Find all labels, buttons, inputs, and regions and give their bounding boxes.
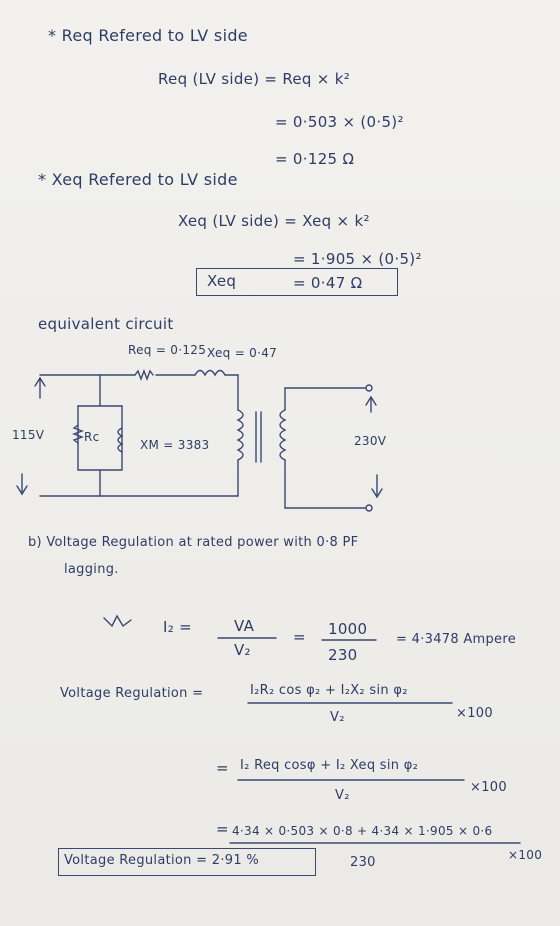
vr-denominator-1: V₂ (330, 710, 345, 725)
part-b-question-line2: lagging. (64, 562, 119, 577)
circuit-xeq-label: Xeq = 0·47 (207, 346, 278, 360)
req-resistor-symbol (135, 371, 153, 379)
xeq-boxed-value: = 0·47 Ω (293, 274, 363, 292)
xeq-substitution: = 1·905 × (0·5)² (293, 250, 422, 268)
part-b-question-line1: b) Voltage Regulation at rated power with 0·8 PF (28, 535, 359, 550)
i2-lhs: I₂ = (163, 618, 192, 636)
req-formula: Req (LV side) = Req × k² (158, 70, 351, 88)
heading-req: * Req Refered to LV side (48, 26, 248, 45)
vr-denominator-2: V₂ (335, 788, 350, 803)
vr-multiplier-3: ×100 (508, 848, 543, 862)
i2-numerator-1: VA (234, 617, 255, 635)
circuit-v2-label: 230V (354, 434, 387, 448)
vr-equals-2: = (216, 759, 229, 777)
primary-winding (238, 410, 243, 460)
i2-result: = 4·3478 Ampere (396, 632, 517, 647)
circuit-req-label: Req = 0·125 (128, 343, 207, 357)
xeq-boxed-label: Xeq (207, 272, 237, 290)
xeq-inductor-symbol (195, 371, 225, 376)
vr-denominator-3: 230 (350, 855, 376, 870)
req-result: = 0·125 Ω (275, 150, 355, 168)
i2-denominator-1: V₂ (234, 641, 251, 659)
vr-numerator-3: 4·34 × 0·503 × 0·8 + 4·34 × 1·905 × 0·6 (232, 824, 493, 838)
secondary-winding (280, 410, 285, 460)
final-answer: Voltage Regulation = 2·91 % (64, 853, 260, 868)
req-substitution: = 0·503 × (0·5)² (275, 113, 404, 131)
vr-numerator-1: I₂R₂ cos φ₂ + I₂X₂ sin φ₂ (250, 683, 408, 698)
circuit-rc-label: Rc (84, 430, 100, 444)
vr-numerator-2: I₂ Req cosφ + I₂ Xeq sin φ₂ (240, 758, 419, 773)
heading-xeq: * Xeq Refered to LV side (38, 170, 238, 189)
xeq-formula: Xeq (LV side) = Xeq × k² (178, 212, 370, 230)
i2-equals: = (293, 628, 306, 646)
i2-denominator-2: 230 (328, 646, 358, 664)
secondary-terminal-top (366, 385, 372, 391)
circuit-v1-label: 115V (12, 428, 45, 442)
circuit-xm-label: XM = 3383 (140, 438, 210, 452)
scribble-mark (104, 616, 131, 626)
vr-multiplier-1: ×100 (456, 706, 493, 721)
i2-numerator-2: 1000 (328, 620, 368, 638)
vr-multiplier-2: ×100 (470, 780, 507, 795)
vr-equals-3: = (216, 820, 229, 838)
secondary-terminal-bottom (366, 505, 372, 511)
circuit-title: equivalent circuit (38, 315, 174, 333)
vr-label: Voltage Regulation = (60, 686, 204, 701)
